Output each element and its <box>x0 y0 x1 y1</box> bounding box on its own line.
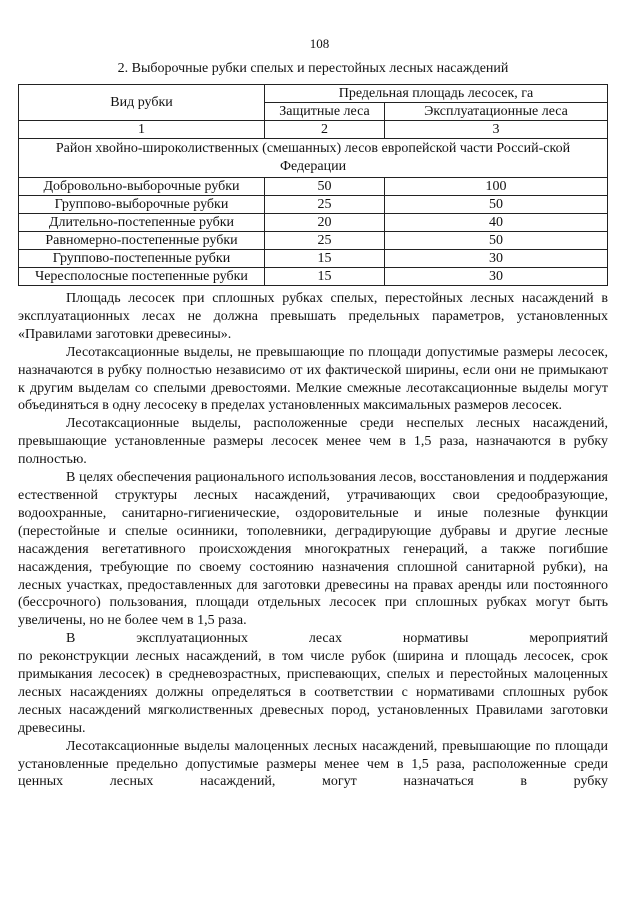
protective-value: 20 <box>265 214 385 232</box>
protective-value: 15 <box>265 250 385 268</box>
cut-type: Длительно-постепенные рубки <box>19 214 265 232</box>
operational-value: 50 <box>385 232 608 250</box>
table-caption: 2. Выборочные рубки спелых и перестойных лесных насаждений <box>117 61 509 76</box>
page-number: 108 <box>309 36 330 51</box>
operational-value: 40 <box>385 214 608 232</box>
cut-type: Добровольно-выборочные рубки <box>19 178 265 196</box>
paragraph: Лесотаксационные выделы, расположенные среди неспелых лесных насаждений, превышающие установленные размеры лесосек менее чем в 1,5 раза, назначаются в рубку полностью. <box>18 416 608 468</box>
operational-value: 30 <box>385 250 608 268</box>
col-number: 3 <box>385 121 608 139</box>
table-row <box>19 232 608 250</box>
operational-value: 50 <box>385 196 608 214</box>
table-row <box>19 214 608 232</box>
protective-value: 25 <box>265 232 385 250</box>
col-number: 2 <box>265 121 385 139</box>
paragraph: Лесотаксационные выделы, не превышающие по площади допустимые размеры лесосек, назначаются в рубку полностью независимо от их фактической ширины, если они не примыкают к другим выделам со спелыми древостоями. Мелкие смежные лесотаксационные выделы могут объединяться в одну лесосеку в пределах установленных максимальных размеров лесосек. <box>18 344 608 414</box>
table-row <box>19 196 608 214</box>
word: лесах <box>308 631 343 647</box>
table-row <box>19 250 608 268</box>
protective-value: 50 <box>265 178 385 196</box>
paragraph-first-line <box>18 630 608 648</box>
cut-type: Равномерно-постепенные рубки <box>19 232 265 250</box>
paragraph: Площадь лесосек при сплошных рубках спелых, перестойных лесных насаждений в эксплуатационных лесах не должна превышать предельных параметров, установленных «Правилами заготовки древесины». <box>18 291 608 342</box>
cut-type: Чересполосные постепенные рубки <box>19 268 265 286</box>
paragraph: по реконструкции лесных насаждений, в том числе рубок (ширина и площадь лесосек, срок примыкания лесосек) в средневозрастных, приспевающих, спелых и перестойных малоценных лесных насаждениях должны определяться в соответствии с нормативами сплошных рубок лесных насаждений мягколиственных древесных пород, установленных Правилами заготовки древесины. <box>18 649 608 736</box>
paragraph: В целях обеспечения рационального использования лесов, восстановления и поддержания естественной структуры лесных насаждений, утрачивающих свои средообразующие, водоохранные, санитарно-гигиенические, оздоровительные и иные полезные функции (перестойные и спелые осинники, тополевники, деградирующие дубравы и другие лесные насаждения вегетативного происхождения многократных генераций, а также погибшие насаждения, требующие по своему состоянию назначения сплошной санитарной рубки), на лесных участках, предоставленных для заготовки древесины на правах аренды или постоянного (бессрочного) пользования, площади отдельных лесосек при сплошных рубках могут быть увеличены, но не более чем в 1,5 раза. <box>18 470 608 629</box>
header-cut-type: Вид рубки <box>19 85 265 121</box>
word: В <box>66 631 76 647</box>
table-row <box>19 178 608 196</box>
cut-type: Группово-постепенные рубки <box>19 250 265 268</box>
paragraph: Лесотаксационные выделы малоценных лесных насаждений, превышающие по площади установленные предельно допустимые размеры менее чем в 1,5 раза, расположенные среди ценных лесных насаждений, могут назначаться в рубку <box>18 738 608 790</box>
cut-type: Группово-выборочные рубки <box>19 196 265 214</box>
word: нормативы <box>402 631 469 647</box>
header-protective: Защитные леса <box>265 103 385 121</box>
word: эксплуатационных <box>136 631 248 647</box>
protective-value: 25 <box>265 196 385 214</box>
word: мероприятий <box>529 631 608 647</box>
protective-value: 15 <box>265 268 385 286</box>
header-operational: Эксплуатационные леса <box>385 103 608 121</box>
header-max-area: Предельная площадь лесосек, га <box>265 85 608 103</box>
col-number: 1 <box>19 121 265 139</box>
operational-value: 100 <box>385 178 608 196</box>
operational-value: 30 <box>385 268 608 286</box>
table-row <box>19 268 608 286</box>
region-row: Район хвойно-широколиственных (смешанных) лесов европейской части Россий-ской Федерации <box>19 139 608 178</box>
cutting-area-table <box>18 84 608 286</box>
body-text <box>18 290 608 791</box>
